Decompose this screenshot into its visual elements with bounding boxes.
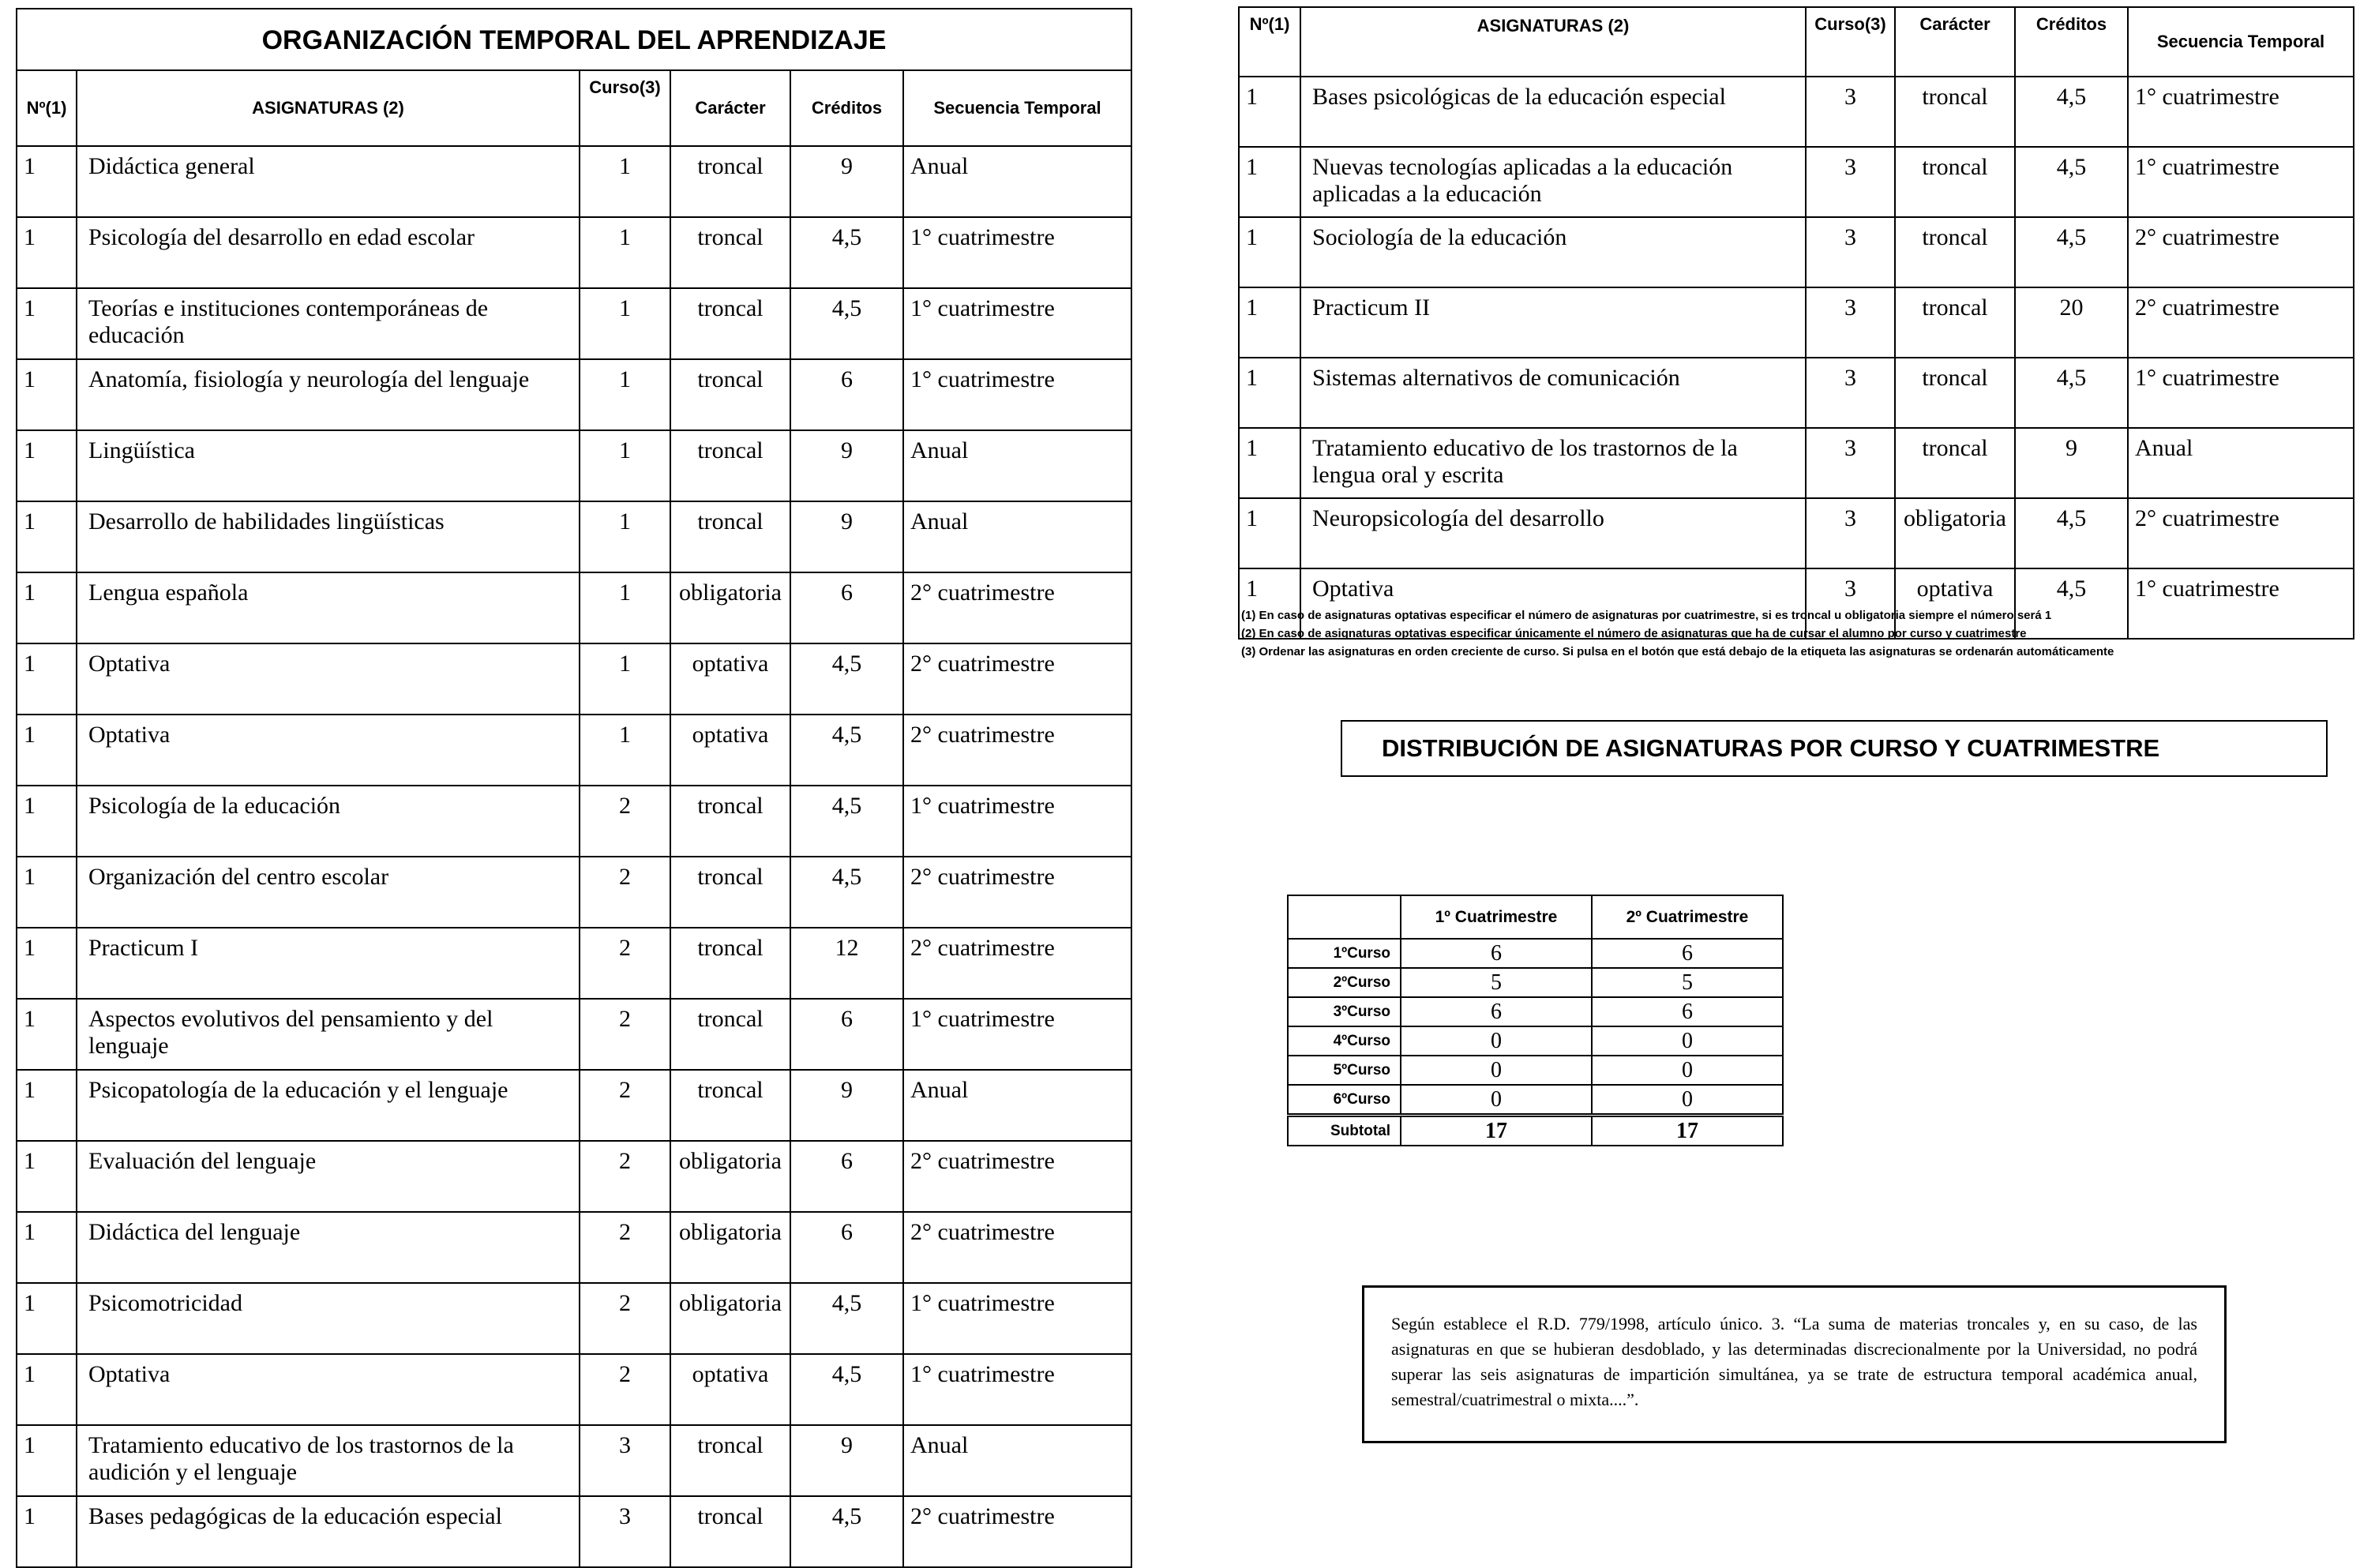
cell-curso: 1 xyxy=(580,146,670,217)
cell-creditos: 4,5 xyxy=(790,1354,903,1425)
cell-n: 1 xyxy=(17,1070,77,1141)
cell-secuencia: 2° cuatrimestre xyxy=(2128,498,2354,568)
cell-curso: 2 xyxy=(580,999,670,1070)
cell-n: 1 xyxy=(17,1283,77,1354)
summary-col-1: 1º Cuatrimestre xyxy=(1401,895,1592,939)
cell-n: 1 xyxy=(17,1425,77,1496)
cell-creditos: 9 xyxy=(790,430,903,501)
cell-secuencia: 2° cuatrimestre xyxy=(903,643,1131,715)
table-row xyxy=(17,715,1131,786)
summary-cell-c2: 6 xyxy=(1592,939,1783,968)
cell-creditos: 4,5 xyxy=(790,1283,903,1354)
cell-caracter: troncal xyxy=(670,857,790,928)
cell-curso: 3 xyxy=(1806,358,1895,428)
cell-secuencia: 1° cuatrimestre xyxy=(903,1354,1131,1425)
cell-curso: 2 xyxy=(580,1354,670,1425)
summary-cell-c2: 0 xyxy=(1592,1056,1783,1085)
table-row xyxy=(17,928,1131,999)
cell-curso: 3 xyxy=(1806,217,1895,287)
cell-caracter: troncal xyxy=(1895,147,2015,217)
cell-creditos: 4,5 xyxy=(790,217,903,288)
header-creditos: Créditos xyxy=(2015,7,2128,77)
cell-curso: 3 xyxy=(1806,147,1895,217)
cell-curso: 1 xyxy=(580,217,670,288)
cell-creditos: 6 xyxy=(790,999,903,1070)
table-row xyxy=(17,217,1131,288)
table-row xyxy=(1239,147,2354,217)
right-table-body xyxy=(1239,77,2354,639)
right-header-row xyxy=(1239,7,2354,77)
cell-creditos: 4,5 xyxy=(790,715,903,786)
cell-caracter: troncal xyxy=(670,430,790,501)
summary-cell-c1: 0 xyxy=(1401,1085,1592,1116)
cell-asignatura: Psicopatología de la educación y el lenguaje xyxy=(77,1070,580,1141)
cell-secuencia: 1° cuatrimestre xyxy=(903,217,1131,288)
cell-secuencia: 1° cuatrimestre xyxy=(2128,358,2354,428)
summary-row-label: 3ºCurso xyxy=(1288,997,1401,1026)
cell-secuencia: 2° cuatrimestre xyxy=(903,928,1131,999)
cell-asignatura: Optativa xyxy=(77,643,580,715)
cell-asignatura: Practicum II xyxy=(1300,287,1806,358)
cell-n: 1 xyxy=(1239,358,1300,428)
summary-cell-c1: 0 xyxy=(1401,1026,1592,1056)
cell-caracter: troncal xyxy=(1895,287,2015,358)
footnote-2: (2) En caso de asignaturas optativas especificar únicamente el número de asignaturas que ha de cursar el alumno por curso y cuatrimestre xyxy=(1241,627,2027,640)
legal-quote-text: Según establece el R.D. 779/1998, artículo único. 3. “La suma de materias troncales y, en su caso, de las asignaturas en que se hubieran desdoblado, y las determinadas discrecionalmente por la Universidad, no podrá superar las seis asignaturas de impartición simultánea, ya se trate de estructura temporal académica anual, semestral/cuatrimestral o mixta....”. xyxy=(1391,1314,2197,1409)
cell-curso: 3 xyxy=(1806,568,1895,639)
footnote-1: (1) En caso de asignaturas optativas especificar el número de asignaturas por cuatrimestre, si es troncal u obligatoria siempre el número será 1 xyxy=(1241,609,2052,622)
cell-asignatura: Psicología de la educación xyxy=(77,786,580,857)
cell-curso: 3 xyxy=(1806,287,1895,358)
cell-curso: 1 xyxy=(580,643,670,715)
cell-asignatura: Neuropsicología del desarrollo xyxy=(1300,498,1806,568)
summary-subtotal-c2: 17 xyxy=(1592,1116,1783,1146)
cell-caracter: troncal xyxy=(670,359,790,430)
cell-creditos: 6 xyxy=(790,1141,903,1212)
cell-creditos: 6 xyxy=(790,572,903,643)
cell-n: 1 xyxy=(17,928,77,999)
table-row xyxy=(17,999,1131,1070)
cell-caracter: troncal xyxy=(670,999,790,1070)
cell-asignatura: Practicum I xyxy=(77,928,580,999)
left-table-title: ORGANIZACIÓN TEMPORAL DEL APRENDIZAJE xyxy=(16,8,1132,71)
cell-creditos: 9 xyxy=(790,1425,903,1496)
table-row xyxy=(1239,287,2354,358)
header-asignaturas: ASIGNATURAS (2) xyxy=(1300,7,1806,77)
summary-col-2: 2º Cuatrimestre xyxy=(1592,895,1783,939)
summary-cell-c2: 0 xyxy=(1592,1026,1783,1056)
cell-caracter: troncal xyxy=(670,1070,790,1141)
cell-secuencia: Anual xyxy=(903,1070,1131,1141)
cell-n: 1 xyxy=(17,1354,77,1425)
legal-quote-box xyxy=(1362,1285,2227,1443)
cell-n: 1 xyxy=(1239,77,1300,147)
summary-row xyxy=(1288,968,1783,997)
cell-creditos: 9 xyxy=(790,146,903,217)
cell-asignatura: Optativa xyxy=(77,715,580,786)
cell-secuencia: Anual xyxy=(2128,428,2354,498)
summary-row-label: 1ºCurso xyxy=(1288,939,1401,968)
cell-curso: 2 xyxy=(580,1070,670,1141)
cell-caracter: troncal xyxy=(670,1496,790,1567)
cell-curso: 1 xyxy=(580,715,670,786)
summary-cell-c1: 6 xyxy=(1401,997,1592,1026)
cell-secuencia: 1° cuatrimestre xyxy=(2128,147,2354,217)
table-row xyxy=(17,1354,1131,1425)
cell-secuencia: 2° cuatrimestre xyxy=(903,857,1131,928)
cell-caracter: obligatoria xyxy=(1895,498,2015,568)
summary-row xyxy=(1288,939,1783,968)
cell-n: 1 xyxy=(17,643,77,715)
table-row xyxy=(17,1425,1131,1496)
summary-body xyxy=(1288,939,1783,1146)
cell-secuencia: 1° cuatrimestre xyxy=(903,359,1131,430)
summary-cell-c1: 6 xyxy=(1401,939,1592,968)
cell-n: 1 xyxy=(17,288,77,359)
cell-asignatura: Didáctica general xyxy=(77,146,580,217)
summary-cell-c2: 0 xyxy=(1592,1085,1783,1116)
summary-row xyxy=(1288,997,1783,1026)
cell-asignatura: Bases psicológicas de la educación especial xyxy=(1300,77,1806,147)
cell-n: 1 xyxy=(17,999,77,1070)
header-caracter: Carácter xyxy=(1895,7,2015,77)
cell-asignatura: Bases pedagógicas de la educación especial xyxy=(77,1496,580,1567)
table-row xyxy=(1239,428,2354,498)
table-row xyxy=(1239,498,2354,568)
table-row xyxy=(1239,77,2354,147)
cell-asignatura: Tratamiento educativo de los trastornos de la audición y el lenguaje xyxy=(77,1425,580,1496)
header-caracter: Carácter xyxy=(670,70,790,146)
cell-curso: 3 xyxy=(1806,428,1895,498)
cell-secuencia: 2° cuatrimestre xyxy=(903,572,1131,643)
cell-curso: 3 xyxy=(580,1425,670,1496)
cell-secuencia: 2° cuatrimestre xyxy=(903,1141,1131,1212)
left-header-row xyxy=(17,70,1131,146)
cell-creditos: 4,5 xyxy=(2015,358,2128,428)
table-row xyxy=(17,146,1131,217)
cell-curso: 2 xyxy=(580,928,670,999)
summary-subtotal-c1: 17 xyxy=(1401,1116,1592,1146)
summary-cell-c1: 0 xyxy=(1401,1056,1592,1085)
cell-caracter: troncal xyxy=(670,217,790,288)
cell-n: 1 xyxy=(17,430,77,501)
cell-creditos: 4,5 xyxy=(790,288,903,359)
cell-secuencia: 2° cuatrimestre xyxy=(903,1496,1131,1567)
table-row xyxy=(17,572,1131,643)
cell-n: 1 xyxy=(17,715,77,786)
cell-creditos: 4,5 xyxy=(790,857,903,928)
cell-secuencia: Anual xyxy=(903,146,1131,217)
table-row xyxy=(17,501,1131,572)
cell-n: 1 xyxy=(17,1212,77,1283)
table-row xyxy=(17,1141,1131,1212)
summary-row-label: 4ºCurso xyxy=(1288,1026,1401,1056)
summary-header-row xyxy=(1288,895,1783,939)
cell-asignatura: Teorías e instituciones contemporáneas de educación xyxy=(77,288,580,359)
cell-asignatura: Tratamiento educativo de los trastornos de la lengua oral y escrita xyxy=(1300,428,1806,498)
table-row xyxy=(17,786,1131,857)
cell-caracter: optativa xyxy=(670,715,790,786)
cell-caracter: troncal xyxy=(670,288,790,359)
cell-curso: 1 xyxy=(580,288,670,359)
cell-caracter: troncal xyxy=(1895,358,2015,428)
table-row xyxy=(1239,358,2354,428)
cell-curso: 3 xyxy=(1806,77,1895,147)
cell-curso: 2 xyxy=(580,857,670,928)
cell-curso: 1 xyxy=(580,430,670,501)
table-row xyxy=(17,643,1131,715)
cell-caracter: troncal xyxy=(670,786,790,857)
cell-curso: 1 xyxy=(580,572,670,643)
cell-creditos: 4,5 xyxy=(2015,77,2128,147)
cell-creditos: 4,5 xyxy=(790,1496,903,1567)
footnote-3: (3) Ordenar las asignaturas en orden creciente de curso. Si pulsa en el botón que está debajo de la etiqueta las asignaturas se ordenarán automáticamente xyxy=(1241,645,2114,658)
header-asignaturas: ASIGNATURAS (2) xyxy=(77,70,580,146)
cell-n: 1 xyxy=(17,359,77,430)
cell-caracter: optativa xyxy=(670,1354,790,1425)
summary-corner xyxy=(1288,895,1401,939)
cell-curso: 3 xyxy=(1806,498,1895,568)
cell-caracter: troncal xyxy=(1895,77,2015,147)
cell-caracter: obligatoria xyxy=(670,1283,790,1354)
cell-caracter: troncal xyxy=(670,1425,790,1496)
cell-secuencia: 2° cuatrimestre xyxy=(903,715,1131,786)
table-row xyxy=(17,1496,1131,1567)
cell-n: 1 xyxy=(17,217,77,288)
cell-asignatura: Sistemas alternativos de comunicación xyxy=(1300,358,1806,428)
summary-row-label: 2ºCurso xyxy=(1288,968,1401,997)
summary-table xyxy=(1287,895,1784,1146)
cell-curso: 2 xyxy=(580,1283,670,1354)
cell-secuencia: 2° cuatrimestre xyxy=(2128,217,2354,287)
cell-asignatura: Lengua española xyxy=(77,572,580,643)
cell-caracter: optativa xyxy=(670,643,790,715)
cell-creditos: 9 xyxy=(790,501,903,572)
summary-subtotal-row xyxy=(1288,1116,1783,1146)
cell-caracter: troncal xyxy=(1895,428,2015,498)
cell-caracter: troncal xyxy=(670,501,790,572)
cell-secuencia: 1° cuatrimestre xyxy=(2128,77,2354,147)
cell-secuencia: Anual xyxy=(903,501,1131,572)
summary-row xyxy=(1288,1056,1783,1085)
header-curso: Curso(3) xyxy=(580,70,670,146)
cell-asignatura: Lingüística xyxy=(77,430,580,501)
right-subjects-table xyxy=(1238,6,2354,640)
summary-row-label: 5ºCurso xyxy=(1288,1056,1401,1085)
cell-curso: 2 xyxy=(580,1212,670,1283)
cell-caracter: obligatoria xyxy=(670,572,790,643)
cell-n: 1 xyxy=(17,1141,77,1212)
cell-creditos: 4,5 xyxy=(2015,217,2128,287)
summary-row xyxy=(1288,1026,1783,1056)
cell-caracter: troncal xyxy=(1895,217,2015,287)
cell-caracter: obligatoria xyxy=(670,1212,790,1283)
table-row xyxy=(17,359,1131,430)
summary-row-label: 6ºCurso xyxy=(1288,1085,1401,1116)
table-row xyxy=(17,288,1131,359)
table-row xyxy=(17,430,1131,501)
header-n: Nº(1) xyxy=(1239,7,1300,77)
cell-n: 1 xyxy=(17,1496,77,1567)
cell-asignatura: Anatomía, fisiología y neurología del lenguaje xyxy=(77,359,580,430)
cell-asignatura: Optativa xyxy=(1300,568,1806,639)
cell-creditos: 4,5 xyxy=(2015,147,2128,217)
cell-n: 1 xyxy=(17,857,77,928)
cell-asignatura: Evaluación del lenguaje xyxy=(77,1141,580,1212)
cell-creditos: 9 xyxy=(790,1070,903,1141)
cell-n: 1 xyxy=(1239,428,1300,498)
table-row xyxy=(17,1212,1131,1283)
cell-asignatura: Organización del centro escolar xyxy=(77,857,580,928)
cell-n: 1 xyxy=(17,501,77,572)
cell-n: 1 xyxy=(1239,147,1300,217)
table-row xyxy=(17,1283,1131,1354)
cell-n: 1 xyxy=(1239,568,1300,639)
summary-subtotal-label: Subtotal xyxy=(1288,1116,1401,1146)
cell-curso: 3 xyxy=(580,1496,670,1567)
cell-curso: 1 xyxy=(580,501,670,572)
cell-secuencia: Anual xyxy=(903,1425,1131,1496)
cell-n: 1 xyxy=(17,572,77,643)
header-secuencia: Secuencia Temporal xyxy=(2128,7,2354,77)
cell-n: 1 xyxy=(17,786,77,857)
cell-secuencia: 1° cuatrimestre xyxy=(903,288,1131,359)
table-row xyxy=(17,857,1131,928)
cell-creditos: 20 xyxy=(2015,287,2128,358)
cell-creditos: 4,5 xyxy=(2015,498,2128,568)
distribution-title: DISTRIBUCIÓN DE ASIGNATURAS POR CURSO Y CUATRIMESTRE xyxy=(1341,720,2328,777)
cell-curso: 2 xyxy=(580,1141,670,1212)
cell-secuencia: 1° cuatrimestre xyxy=(903,999,1131,1070)
cell-creditos: 4,5 xyxy=(790,643,903,715)
cell-secuencia: 1° cuatrimestre xyxy=(2128,568,2354,639)
header-n: Nº(1) xyxy=(17,70,77,146)
cell-caracter: troncal xyxy=(670,146,790,217)
cell-creditos: 6 xyxy=(790,1212,903,1283)
cell-asignatura: Didáctica del lenguaje xyxy=(77,1212,580,1283)
table-row xyxy=(17,1070,1131,1141)
cell-asignatura: Aspectos evolutivos del pensamiento y del lenguaje xyxy=(77,999,580,1070)
cell-asignatura: Nuevas tecnologías aplicadas a la educación aplicadas a la educación xyxy=(1300,147,1806,217)
cell-secuencia: 2° cuatrimestre xyxy=(903,1212,1131,1283)
cell-secuencia: 2° cuatrimestre xyxy=(2128,287,2354,358)
cell-creditos: 12 xyxy=(790,928,903,999)
summary-cell-c1: 5 xyxy=(1401,968,1592,997)
cell-caracter: obligatoria xyxy=(670,1141,790,1212)
header-creditos: Créditos xyxy=(790,70,903,146)
cell-creditos: 6 xyxy=(790,359,903,430)
cell-curso: 1 xyxy=(580,359,670,430)
cell-creditos: 9 xyxy=(2015,428,2128,498)
table-row xyxy=(1239,217,2354,287)
cell-caracter: troncal xyxy=(670,928,790,999)
footnotes xyxy=(1241,606,2347,661)
left-table-body xyxy=(17,146,1131,1567)
cell-asignatura: Optativa xyxy=(77,1354,580,1425)
cell-secuencia: 1° cuatrimestre xyxy=(903,786,1131,857)
cell-creditos: 4,5 xyxy=(2015,568,2128,639)
cell-asignatura: Psicología del desarrollo en edad escolar xyxy=(77,217,580,288)
header-curso: Curso(3) xyxy=(1806,7,1895,77)
left-subjects-table xyxy=(16,69,1132,1568)
summary-cell-c2: 6 xyxy=(1592,997,1783,1026)
summary-cell-c2: 5 xyxy=(1592,968,1783,997)
cell-n: 1 xyxy=(1239,287,1300,358)
cell-creditos: 4,5 xyxy=(790,786,903,857)
cell-secuencia: Anual xyxy=(903,430,1131,501)
cell-asignatura: Psicomotricidad xyxy=(77,1283,580,1354)
cell-caracter: optativa xyxy=(1895,568,2015,639)
cell-asignatura: Sociología de la educación xyxy=(1300,217,1806,287)
summary-row xyxy=(1288,1085,1783,1116)
cell-asignatura: Desarrollo de habilidades lingüísticas xyxy=(77,501,580,572)
cell-curso: 2 xyxy=(580,786,670,857)
cell-n: 1 xyxy=(1239,217,1300,287)
cell-n: 1 xyxy=(17,146,77,217)
cell-secuencia: 1° cuatrimestre xyxy=(903,1283,1131,1354)
cell-n: 1 xyxy=(1239,498,1300,568)
header-secuencia: Secuencia Temporal xyxy=(903,70,1131,146)
